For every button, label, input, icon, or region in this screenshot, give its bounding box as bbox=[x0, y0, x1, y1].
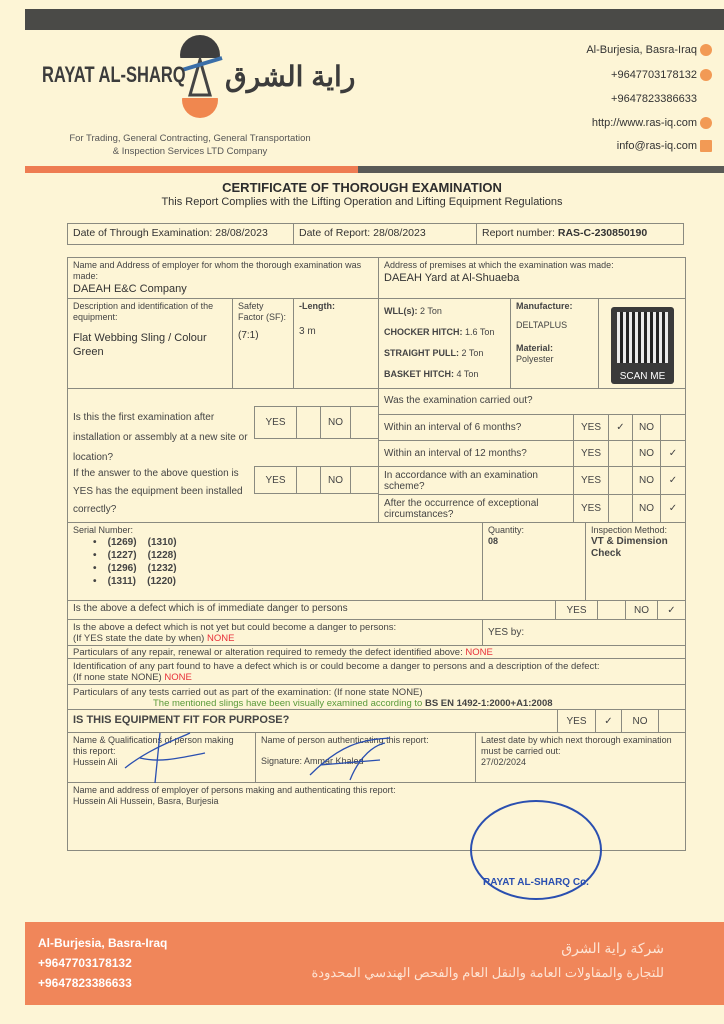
immediate-danger-question: Is the above a defect which is of immediate danger to persons bbox=[67, 600, 556, 620]
label: Is the above a defect which is not yet but could become a danger to persons: bbox=[73, 622, 397, 633]
checkbox-yes bbox=[296, 466, 321, 494]
no-label: NO bbox=[632, 440, 661, 467]
bullet: • bbox=[93, 550, 108, 561]
serial-number: (1228) bbox=[147, 550, 177, 561]
checkbox-yes bbox=[608, 440, 633, 467]
inspection-method: VT & Dimension Check bbox=[591, 536, 668, 559]
checkbox-yes bbox=[608, 494, 633, 523]
label: WLL(s): bbox=[384, 306, 418, 316]
qr-code[interactable] bbox=[611, 307, 674, 384]
footer-phone2: +9647823386633 bbox=[38, 976, 132, 990]
serial-cell bbox=[67, 522, 483, 601]
tests-cell bbox=[67, 684, 686, 710]
quantity-value: 08 bbox=[488, 536, 499, 546]
checkbox-no bbox=[350, 466, 379, 494]
repair-cell bbox=[67, 645, 686, 659]
website-link[interactable]: http://www.ras-iq.com bbox=[591, 117, 697, 129]
basket-value: 4 Ton bbox=[456, 369, 479, 379]
description-cell bbox=[67, 298, 233, 389]
label: Safety Factor (SF): bbox=[238, 301, 287, 322]
footer-arabic-desc: للتجارة والمقاولات العامة والنقل العام والفحص الهندسي المحدودة bbox=[311, 965, 664, 980]
signature-2 bbox=[300, 735, 400, 785]
contact-phone1 bbox=[611, 69, 712, 81]
label: Particulars of any repair, renewal or alteration required to remedy the defect identified above: bbox=[73, 647, 463, 658]
label: Latest date by which next thorough examination must be carried out: bbox=[481, 735, 672, 756]
employer-details: Hussein Ali Hussein, Basra, Burjesia bbox=[73, 796, 219, 806]
brand-name-arabic: راية الشرق bbox=[225, 61, 356, 92]
top-bar bbox=[25, 9, 724, 30]
address-text: Al-Burjesia, Basra-Iraq bbox=[586, 44, 697, 56]
serial-number: (1232) bbox=[147, 563, 177, 574]
yes-label: YES bbox=[573, 466, 609, 495]
certificate-title: CERTIFICATE OF THOROUGH EXAMINATION bbox=[222, 180, 502, 195]
globe-icon bbox=[700, 117, 712, 129]
label: Name and Address of employer for whom the thorough examination was made: bbox=[73, 260, 362, 281]
no-label: NO bbox=[632, 494, 661, 523]
manufacturer: DELTAPLUS bbox=[516, 320, 568, 330]
serial-number: (1296) bbox=[107, 563, 137, 574]
wll-value: 2 Ton bbox=[420, 306, 442, 316]
label: Name & Qualifications of person making this report: bbox=[73, 735, 234, 756]
serial-number: (1311) bbox=[107, 576, 136, 587]
basket-row bbox=[384, 364, 505, 385]
scan-me-label: SCAN ME bbox=[619, 371, 666, 382]
yes-label: YES bbox=[573, 494, 609, 523]
safety-factor: (7:1) bbox=[238, 330, 259, 341]
label: Name and address of employer of persons making and authenticating this report: bbox=[73, 785, 396, 795]
report-date-cell bbox=[293, 223, 477, 245]
qr-pattern bbox=[617, 312, 668, 363]
bullet: • bbox=[93, 537, 108, 548]
length-cell bbox=[293, 298, 379, 389]
checkbox-no: ✓ bbox=[657, 600, 686, 620]
equipment-description: Flat Webbing Sling / Colour Green bbox=[73, 332, 207, 358]
label: Quantity: bbox=[488, 525, 525, 535]
bullet: • bbox=[93, 563, 108, 574]
question-first-exam: Is this the first examination after installation or assembly at a new site or location? bbox=[73, 412, 248, 463]
method-cell bbox=[585, 522, 686, 601]
serial-number: (1227) bbox=[107, 550, 137, 561]
tests-result: The mentioned slings have been visually examined according to bbox=[153, 698, 423, 709]
interval-question: Within an interval of 6 months? bbox=[378, 414, 574, 441]
phone-text: +9647823386633 bbox=[611, 93, 697, 105]
yes-by-field: YES by: bbox=[482, 619, 686, 646]
contact-phone2 bbox=[611, 93, 697, 105]
checkbox-no bbox=[660, 414, 686, 441]
label: Address of premises at which the examination was made: bbox=[384, 260, 614, 270]
label: Manufacture: bbox=[516, 301, 573, 311]
future-danger-cell bbox=[67, 619, 483, 646]
choker-value: 1.6 Ton bbox=[465, 327, 495, 337]
label: Serial Number: bbox=[73, 525, 134, 535]
label: Name of person authenticating this report: bbox=[261, 735, 429, 745]
serial-number: (1310) bbox=[147, 537, 177, 548]
label: Identification of any part found to have a defect which is or could become a danger to persons and a description of the defect: bbox=[73, 661, 600, 672]
label: Inspection Method: bbox=[591, 525, 668, 535]
material: Polyester bbox=[516, 354, 554, 364]
wll-row bbox=[384, 301, 505, 322]
fit-for-purpose-question: IS THIS EQUIPMENT FIT FOR PURPOSE? bbox=[67, 709, 558, 733]
wll-cell bbox=[378, 298, 511, 389]
checkbox-no: ✓ bbox=[660, 440, 686, 467]
checkbox-yes bbox=[296, 406, 321, 439]
checkbox-no: ✓ bbox=[660, 494, 686, 523]
exam-date-cell bbox=[67, 223, 294, 245]
serial-row bbox=[93, 549, 477, 562]
label: CHOCKER HITCH: bbox=[384, 327, 463, 337]
question-installed-correctly: If the answer to the above question is YES has the equipment been installed correctly? bbox=[73, 468, 243, 515]
checkbox-yes: ✓ bbox=[608, 414, 633, 441]
bullet: • bbox=[93, 576, 108, 587]
yes-label: YES bbox=[573, 440, 609, 467]
serial-number: (1269) bbox=[107, 537, 137, 548]
checkbox-yes bbox=[597, 600, 626, 620]
serial-number: (1220) bbox=[147, 576, 177, 587]
serial-row bbox=[93, 575, 477, 588]
checkbox-yes: ✓ bbox=[595, 709, 622, 733]
no-label: NO bbox=[632, 414, 661, 441]
label: Date of Through Examination: bbox=[73, 227, 213, 239]
premises-cell bbox=[378, 257, 686, 299]
label: Description and identification of the equipment: bbox=[73, 301, 214, 322]
divider-gray bbox=[358, 166, 724, 173]
blank-cell bbox=[658, 709, 686, 733]
signature-1 bbox=[120, 728, 210, 788]
employer-cell bbox=[67, 257, 379, 299]
premises-address: DAEAH Yard at Al-Shuaeba bbox=[384, 272, 520, 284]
employer-name: DAEAH E&C Company bbox=[73, 283, 187, 295]
examination-carried-out: Was the examination carried out? bbox=[378, 388, 686, 415]
next-exam-cell bbox=[475, 732, 686, 783]
straight-value: 2 Ton bbox=[461, 348, 484, 358]
interval-question: After the occurrence of exceptional circumstances? bbox=[378, 494, 574, 523]
choker-row bbox=[384, 322, 505, 343]
length-value: 3 m bbox=[299, 326, 316, 337]
company-stamp bbox=[470, 800, 602, 900]
authenticator: Ammar Khaled bbox=[304, 756, 364, 766]
label: Material: bbox=[516, 343, 554, 353]
manufacture-cell bbox=[510, 298, 599, 389]
mail-icon bbox=[700, 140, 712, 152]
identification-cell bbox=[67, 658, 686, 685]
serial-row bbox=[93, 562, 477, 575]
contact-email bbox=[617, 140, 712, 152]
yes-label: YES bbox=[555, 600, 598, 620]
none-value: NONE bbox=[164, 672, 192, 683]
next-exam-date: 27/02/2024 bbox=[481, 757, 527, 767]
no-label: NO bbox=[625, 600, 658, 620]
phone-text: +9647703178132 bbox=[611, 69, 697, 81]
none-value: NONE bbox=[465, 647, 493, 658]
label: Signature: bbox=[261, 756, 303, 766]
contact-address bbox=[586, 44, 712, 56]
safety-factor-cell bbox=[232, 298, 294, 389]
footer-phone1: +9647703178132 bbox=[38, 956, 132, 970]
tagline bbox=[40, 132, 340, 158]
no-label: NO bbox=[320, 406, 351, 439]
label: (If YES state the date by when) bbox=[73, 633, 205, 644]
interval-question: In accordance with an examination scheme? bbox=[378, 466, 574, 495]
footer-address: Al-Burjesia, Basra-Iraq bbox=[38, 936, 168, 950]
email-link[interactable]: info@ras-iq.com bbox=[616, 140, 697, 152]
label: STRAIGHT PULL: bbox=[384, 348, 459, 358]
yes-label: YES bbox=[557, 709, 596, 733]
yes-label: YES bbox=[254, 406, 297, 439]
label: Particulars of any tests carried out as part of the examination: (If none state NONE) bbox=[73, 687, 423, 698]
checkbox-no: ✓ bbox=[660, 466, 686, 495]
no-label: NO bbox=[632, 466, 661, 495]
checkbox-no bbox=[350, 406, 379, 439]
report-number-cell bbox=[476, 223, 684, 245]
certificate-subtitle: This Report Complies with the Lifting Operation and Lifting Equipment Regulations bbox=[161, 196, 563, 208]
label: Report number: bbox=[482, 227, 555, 239]
phone-icon bbox=[700, 69, 712, 81]
brand-name: RAYAT AL-SHARQ bbox=[42, 62, 186, 87]
serial-row bbox=[93, 536, 477, 549]
label: -Length: bbox=[299, 301, 335, 311]
tagline-line: For Trading, General Contracting, General Transportation bbox=[69, 133, 311, 144]
exam-date: 28/08/2023 bbox=[215, 227, 268, 239]
contact-web bbox=[592, 117, 712, 129]
stamp-text: RAYAT AL-SHARQ Co. bbox=[483, 877, 589, 888]
report-date: 28/08/2023 bbox=[373, 227, 426, 239]
standard: BS EN 1492-1:2000+A1:2008 bbox=[424, 698, 553, 709]
checkbox-yes bbox=[608, 466, 633, 495]
no-label: NO bbox=[621, 709, 659, 733]
label: Date of Report: bbox=[299, 227, 371, 239]
report-maker: Hussein Ali bbox=[73, 757, 118, 767]
none-value: NONE bbox=[206, 633, 235, 644]
report-number: RAS-C-230850190 bbox=[557, 227, 648, 239]
yes-label: YES bbox=[254, 466, 297, 494]
divider-orange bbox=[25, 166, 358, 173]
label: (If none state NONE) bbox=[73, 672, 162, 683]
footer-arabic-name: شركة راية الشرق bbox=[561, 940, 664, 956]
tagline-line: & Inspection Services LTD Company bbox=[112, 146, 268, 157]
location-icon bbox=[700, 44, 712, 56]
yes-label: YES bbox=[573, 414, 609, 441]
quantity-cell bbox=[482, 522, 586, 601]
no-label: NO bbox=[320, 466, 351, 494]
straight-row bbox=[384, 343, 505, 364]
label: BASKET HITCH: bbox=[384, 369, 454, 379]
interval-question: Within an interval of 12 months? bbox=[378, 440, 574, 467]
